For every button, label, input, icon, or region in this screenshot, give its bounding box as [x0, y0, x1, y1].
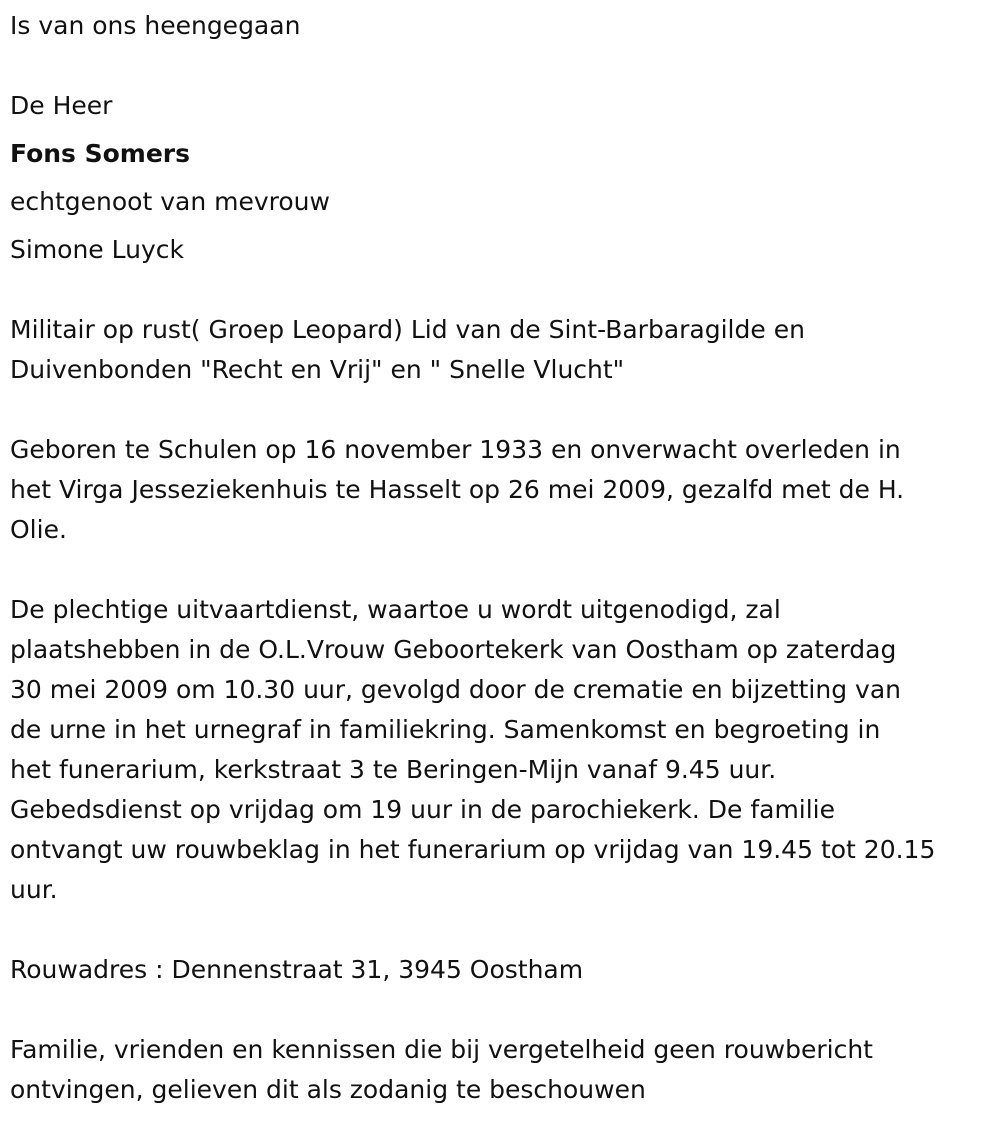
deceased-name: Fons Somers	[10, 139, 191, 168]
funeral-line: de urne in het urnegraf in familiekring. Samenkomst en begroeting in	[10, 715, 881, 744]
mourning-address: Rouwadres : Dennenstraat 31, 3945 Oostham	[10, 955, 584, 984]
notice-line: ontvingen, gelieven dit als zodanig te beschouwen	[10, 1075, 646, 1104]
funeral-line: plaatshebben in de O.L.Vrouw Geboortekerk van Oostham op zaterdag	[10, 635, 897, 664]
occupation-paragraph	[10, 310, 995, 390]
spacer	[10, 910, 995, 950]
obituary-document	[10, 0, 995, 1110]
funeral-line: De plechtige uitvaartdienst, waartoe u wordt uitgenodigd, zal	[10, 595, 781, 624]
notice-line: Familie, vrienden en kennissen die bij vergetelheid geen rouwbericht	[10, 1035, 873, 1064]
spacer	[10, 270, 995, 310]
funeral-paragraph	[10, 590, 995, 910]
spouse-name: Simone Luyck	[10, 235, 184, 264]
salutation: De Heer	[10, 91, 113, 120]
funeral-line: 30 mei 2009 om 10.30 uur, gevolgd door de crematie en bijzetting van	[10, 675, 901, 704]
funeral-line: het funerarium, kerkstraat 3 te Beringen-Mijn vanaf 9.45 uur.	[10, 755, 777, 784]
occupation-line: Militair op rust( Groep Leopard) Lid van de Sint-Barbaragilde en	[10, 315, 805, 344]
birth-death-line: Geboren te Schulen op 16 november 1933 en onverwacht overleden in	[10, 435, 901, 464]
occupation-line: Duivenbonden "Recht en Vrij" en " Snelle Vlucht"	[10, 355, 625, 384]
birth-death-line: het Virga Jesseziekenhuis te Hasselt op 26 mei 2009, gezalfd met de H.	[10, 475, 905, 504]
spacer	[10, 46, 995, 86]
funeral-line: ontvangt uw rouwbeklag in het funerarium op vrijdag van 19.45 tot 20.15	[10, 835, 936, 864]
spouse-label: echtgenoot van mevrouw	[10, 187, 330, 216]
spacer	[10, 990, 995, 1030]
notice-paragraph	[10, 1030, 995, 1110]
birth-death-line: Olie.	[10, 515, 67, 544]
funeral-line: Gebedsdienst op vrijdag om 19 uur in de parochiekerk. De familie	[10, 795, 836, 824]
funeral-line: uur.	[10, 875, 58, 904]
birth-death-paragraph	[10, 430, 995, 550]
spacer	[10, 390, 995, 430]
spacer	[10, 550, 995, 590]
intro-line: Is van ons heengegaan	[10, 11, 301, 40]
